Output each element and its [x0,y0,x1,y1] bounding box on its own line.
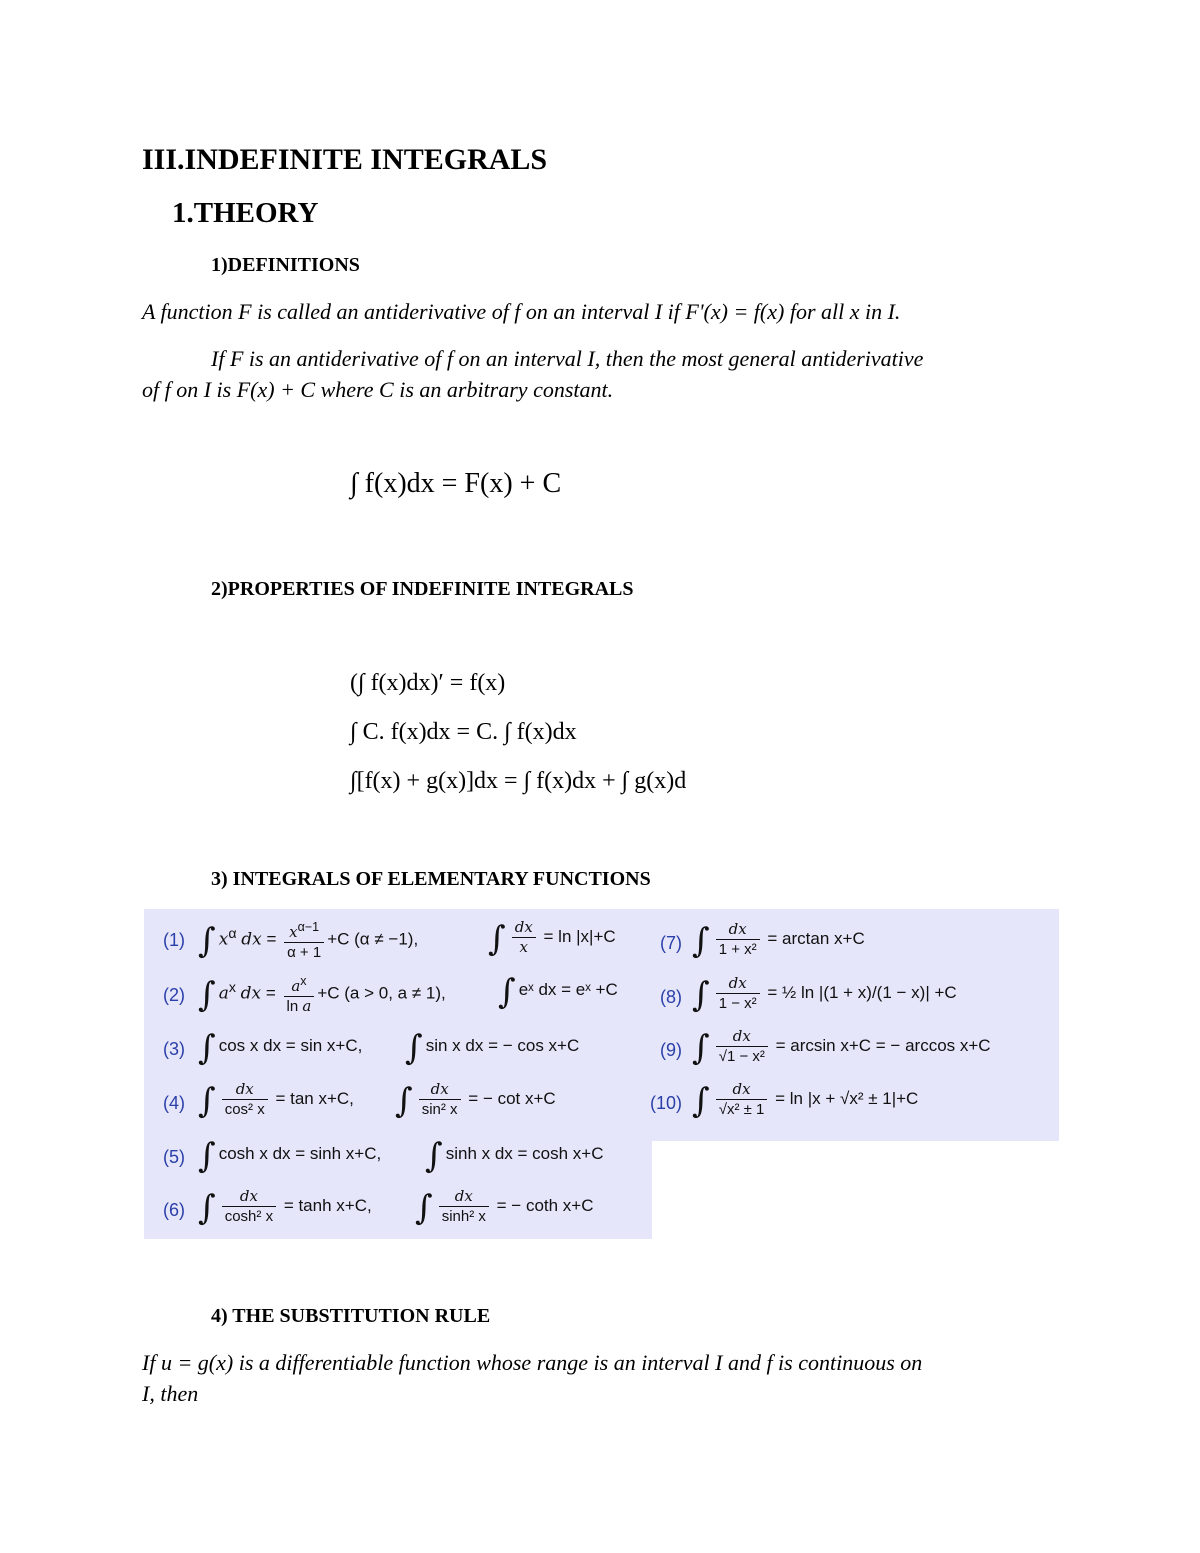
section-title: 1.THEORY [172,197,319,229]
substitution-line2: I, then [142,1381,199,1406]
formula-exponential-a: ∫ $a^x$ dx = $\frac{a^x}{\text{ln a}}$ +C (a > 0, a ≠ 1), [198,974,446,1016]
equation-number: (2) [163,985,185,1005]
definitions-heading: 1)DEFINITIONS [211,254,360,276]
equation-number: (1) [163,930,185,950]
formula-reciprocal: ∫ $\frac{dx}{x}$ = ln |x|+C [488,918,616,959]
formula-sin: ∫ sin x dx = − cos x+C [405,1028,580,1068]
formula-cosh: ∫ cosh x dx = sinh x+C, [198,1136,382,1176]
equation-number: (7) [660,933,682,953]
property-derivative: (∫ f(x)dx)′ = f(x) [350,670,506,696]
formula-log-sqrt: ∫ $\frac{dx}{\text{√x² ± 1}}$ = ln |x + √x² ± 1|+C [692,1080,919,1121]
definition-paragraph: A function F is called an antiderivative of f on an interval I if F'(x) = f(x) for all x in I. [142,299,901,324]
formula-cos: ∫ cos x dx = sin x+C, [198,1028,363,1068]
equation-number: (3) [163,1039,185,1059]
equation-number: (9) [660,1040,682,1060]
page-title: III.INDEFINITE INTEGRALS [142,143,548,176]
property-constant-multiple: ∫ C. f(x)dx = C. ∫ f(x)dx [350,719,577,745]
equation-number: (5) [163,1147,185,1167]
general-antiderivative-line1: If F is an antiderivative of f on an interval I, then the most general antiderivative [211,346,924,371]
substitution-heading: 4) THE SUBSTITUTION RULE [211,1305,491,1327]
equation-number: (4) [163,1093,185,1113]
substitution-line1: If u = g(x) is a differentiable function whose range is an interval I and f is continuous on [142,1350,923,1375]
equation-number: (8) [660,987,682,1007]
formula-csc-squared: ∫ $\frac{dx}{\text{sin² x}}$ = − cot x+C [395,1080,556,1121]
formula-csch-squared: ∫ $\frac{dx}{\text{sinh² x}}$ = − coth x+C [415,1187,594,1228]
formula-sec-squared: ∫ $\frac{dx}{\text{cos² x}}$ = tan x+C, [198,1080,354,1121]
formula-arcsin: ∫ $\frac{dx}{\text{√1 − x²}}$ = arcsin x+C = − arccos x+C [692,1027,991,1068]
formula-arctan: ∫ $\frac{dx}{\text{1 + x²}}$ = arctan x+C [692,920,865,961]
formula-sinh: ∫ sinh x dx = cosh x+C [425,1136,604,1176]
formula-power-rule: ∫ $x^\alpha$ dx = $\frac{x^{\alpha-1}}{\alpha + 1}$ +C (α ≠ −1), [198,920,419,962]
property-sum: ∫[f(x) + g(x)]dx = ∫ f(x)dx + ∫ g(x)d [350,768,687,794]
general-antiderivative-line2: of f on I is F(x) + C where C is an arbitrary constant. [142,377,614,402]
elementary-heading: 3) INTEGRALS OF ELEMENTARY FUNCTIONS [211,868,651,890]
properties-heading: 2)PROPERTIES OF INDEFINITE INTEGRALS [211,578,634,600]
formula-exponential-e: ∫ eˣ dx = eˣ +C [498,972,618,1012]
formula-artanh: ∫ $\frac{dx}{\text{1 − x²}}$ = ½ ln |(1 + x)/(1 − x)| +C [692,974,957,1015]
equation-number: (10) [650,1093,683,1113]
equation-number: (6) [163,1200,185,1220]
formula-sech-squared: ∫ $\frac{dx}{\text{cosh² x}}$ = tanh x+C, [198,1187,372,1228]
antiderivative-formula: ∫ f(x)dx = F(x) + C [350,468,562,499]
